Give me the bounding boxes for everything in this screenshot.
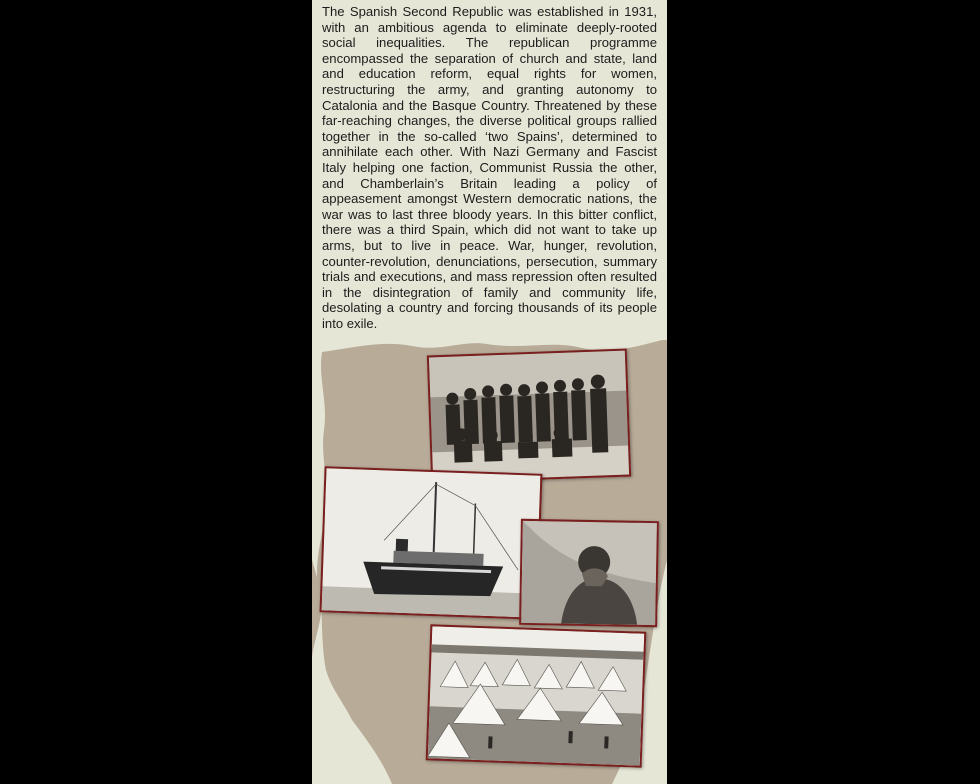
exhibition-panel <box>312 0 667 784</box>
group-of-soldiers-photo <box>427 349 631 484</box>
person-icon <box>521 521 657 625</box>
tents-icon <box>428 626 644 765</box>
grieving-person-photo <box>519 519 659 627</box>
refugee-tent-camp-photo <box>426 624 647 767</box>
group-portrait-icon <box>429 351 629 482</box>
ship-icon <box>322 468 541 617</box>
steamship-photo <box>320 466 543 620</box>
body-paragraph: The Spanish Second Republic was established in 1931, with an ambitious agenda to eliminate deeply-rooted social inequalities. The republican programme encompassed the separation of church and state, land and education reform, equal rights for women, restructuring the army, and granting autonomy to Catalonia and the Basque Country. Threatened by these far-reaching changes, the diverse political groups rallied together in the so-called ‘two Spains’, determined to annihilate each other. With Nazi Germany and Fascist Italy helping one faction, Communist Russia the other, and Chamberlain’s Britain leading a policy of appeasement amongst Western democratic nations, the war was to last three bloody years. In this bitter conflict, there was a third Spain, which did not want to take up arms, but to live in peace. War, hunger, revolution, counter-revolution, denunciations, persecution, summary trials and executions, and mass repression often resulted in the disintegration of family and community life, desolating a country and forcing thousands of its people into exile. <box>322 4 657 331</box>
